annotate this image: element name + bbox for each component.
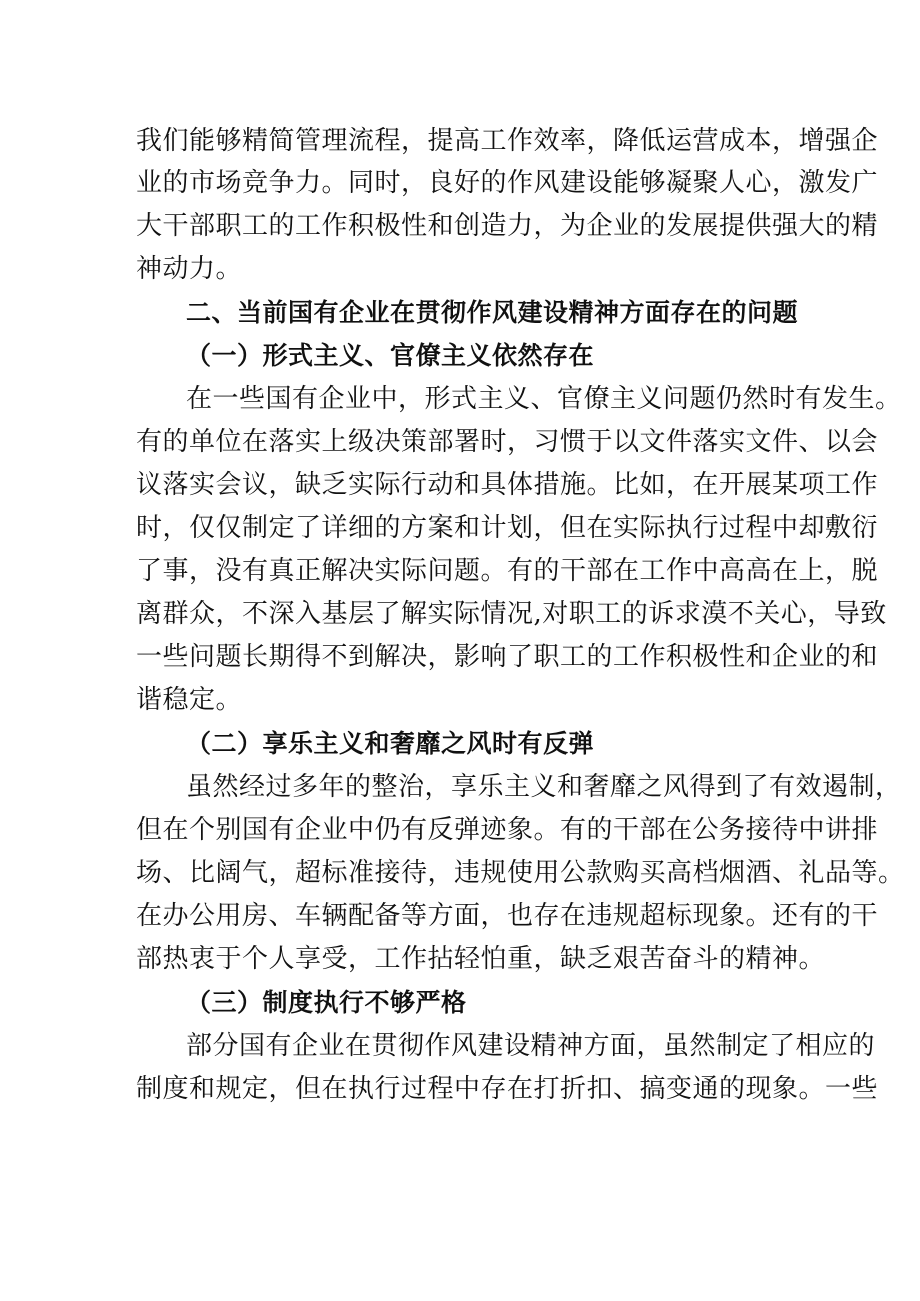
paragraph-line: 在一些国有企业中，形式主义、官僚主义问题仍然时有发生。 xyxy=(186,384,902,414)
paragraph-line: 部热衷于个人享受，工作拈轻怕重，缺乏艰苦奋斗的精神。 xyxy=(136,944,826,974)
paragraph-line: 制度和规定，但在执行过程中存在打折扣、搞变通的现象。一些 xyxy=(136,1074,879,1104)
paragraph-line: 谐稳定。 xyxy=(136,685,243,715)
paragraph-line: 场、比阔气，超标准接待，违规使用公款购买高档烟酒、礼品等。 xyxy=(136,858,905,888)
paragraph-line: 虽然经过多年的整治，享乐主义和奢靡之风得到了有效遏制， xyxy=(186,772,902,802)
paragraph-line: 神动力。 xyxy=(136,254,243,284)
paragraph-line: 离群众，不深入基层了解实际情况,对职工的诉求漠不关心，导致 xyxy=(136,599,887,629)
paragraph-line: 议落实会议，缺乏实际行动和具体措施。比如，在开展某项工作 xyxy=(136,470,879,500)
paragraph-line: 我们能够精简管理流程，提高工作效率，降低运营成本，增强企 xyxy=(136,126,879,156)
paragraph-line: 业的市场竞争力。同时，良好的作风建设能够凝聚人心，激发广 xyxy=(136,168,879,198)
section-heading: 二、当前国有企业在贯彻作风建设精神方面存在的问题 xyxy=(186,298,799,327)
paragraph-line: 部分国有企业在贯彻作风建设精神方面，虽然制定了相应的 xyxy=(186,1031,876,1061)
paragraph-line: 时，仅仅制定了详细的方案和计划，但在实际执行过程中却敷衍 xyxy=(136,513,879,543)
paragraph-line: 一些问题长期得不到解决，影响了职工的工作积极性和企业的和 xyxy=(136,642,879,672)
paragraph-line: 了事，没有真正解决实际问题。有的干部在工作中高高在上，脱 xyxy=(136,556,879,586)
subsection-heading: （一）形式主义、官僚主义依然存在 xyxy=(186,341,595,370)
subsection-heading: （三）制度执行不够严格 xyxy=(186,988,467,1017)
subsection-heading: （二）享乐主义和奢靡之风时有反弹 xyxy=(186,729,595,758)
paragraph-line: 大干部职工的工作积极性和创造力，为企业的发展提供强大的精 xyxy=(136,211,879,241)
paragraph-line: 有的单位在落实上级决策部署时，习惯于以文件落实文件、以会 xyxy=(136,427,879,457)
paragraph-line: 但在个别国有企业中仍有反弹迹象。有的干部在公务接待中讲排 xyxy=(136,815,879,845)
paragraph-line: 在办公用房、车辆配备等方面，也存在违规超标现象。还有的干 xyxy=(136,901,879,931)
